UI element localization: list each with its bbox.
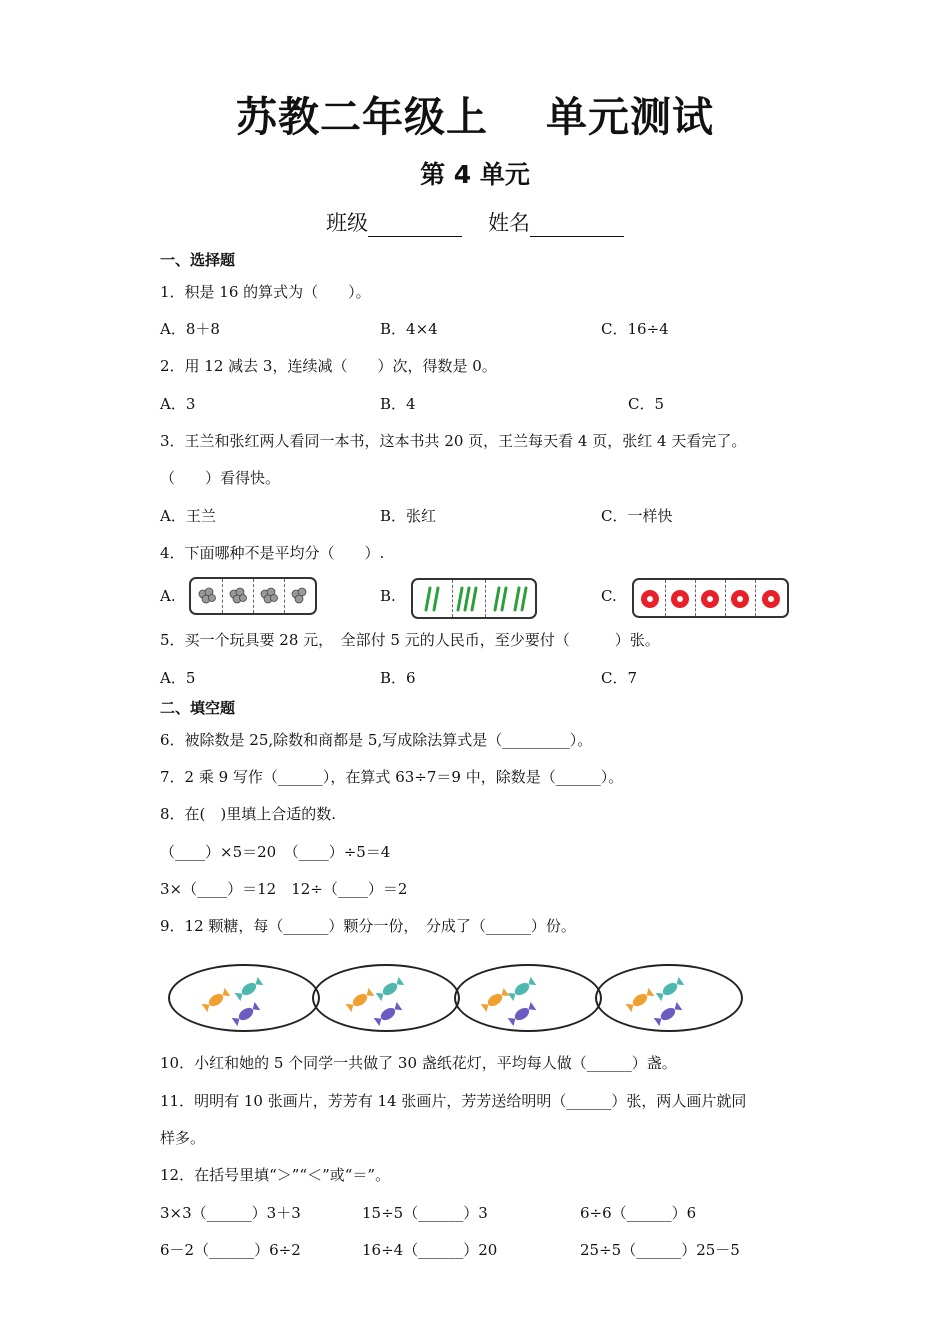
q3-option-c[interactable]: C．一样快 bbox=[601, 507, 673, 525]
question-8-line1: （____）×5＝20 （____）÷5＝4 bbox=[160, 843, 391, 861]
question-10: 10．小红和她的 5 个同学一共做了 30 盏纸花灯，平均每人做（______）盏。 bbox=[160, 1054, 677, 1072]
q5-option-b[interactable]: B．6 bbox=[380, 669, 416, 687]
q3-option-b[interactable]: B．张红 bbox=[380, 507, 437, 525]
q3-option-a[interactable]: A．王兰 bbox=[160, 507, 216, 525]
q2-option-b[interactable]: B．4 bbox=[380, 395, 416, 413]
q12-item: 15÷5（______）3 bbox=[362, 1204, 488, 1222]
unit-subtitle: 第 4 单元 bbox=[420, 160, 530, 189]
question-12: 12．在括号里填“＞”“＜”或“＝”。 bbox=[160, 1166, 391, 1184]
q12-item: 3×3（______）3＋3 bbox=[160, 1204, 301, 1222]
question-3-line2: （ ）看得快。 bbox=[160, 469, 281, 487]
q5-option-a[interactable]: A．5 bbox=[160, 669, 196, 687]
question-3: 3．王兰和张红两人看同一本书，这本书共 20 页，王兰每天看 4 页，张红 4 天看完了。 bbox=[160, 432, 747, 450]
q12-item: 16÷4（______）20 bbox=[362, 1241, 498, 1259]
candy-group bbox=[346, 977, 405, 1026]
question-6: 6．被除数是 25,除数和商都是 5,写成除法算式是（_________）。 bbox=[160, 731, 593, 749]
q12-item: 6－2（______）6÷2 bbox=[160, 1241, 301, 1259]
candy-group bbox=[202, 977, 264, 1026]
q1-option-c[interactable]: C．16÷4 bbox=[601, 320, 669, 338]
section-choice-title: 一、选择题 bbox=[160, 251, 236, 269]
q4-option-b[interactable]: B. bbox=[380, 587, 396, 605]
question-11: 11．明明有 10 张画片，芳芳有 14 张画片，芳芳送给明明（______）张，两人画片就同 bbox=[160, 1092, 747, 1110]
q12-item: 6÷6（______）6 bbox=[580, 1204, 697, 1222]
q2-option-c[interactable]: C．5 bbox=[628, 395, 665, 413]
question-1: 1．积是 16 的算式为（ ）。 bbox=[160, 283, 371, 301]
q1-option-a[interactable]: A．8＋8 bbox=[160, 320, 220, 338]
title-left: 苏教二年级上 bbox=[236, 93, 488, 141]
q2-option-a[interactable]: A．3 bbox=[160, 395, 196, 413]
question-2: 2．用 12 减去 3，连续减（ ）次，得数是 0。 bbox=[160, 357, 497, 375]
candy-group bbox=[626, 977, 685, 1026]
q4-option-c[interactable]: C. bbox=[601, 587, 617, 605]
question-11-line2: 样多。 bbox=[160, 1129, 206, 1147]
class-label: 班级 bbox=[326, 211, 368, 235]
q12-item: 25÷5（______）25－5 bbox=[580, 1241, 740, 1259]
q1-option-b[interactable]: B．4×4 bbox=[380, 320, 438, 338]
section-fill-title: 二、填空题 bbox=[160, 699, 236, 717]
question-4: 4．下面哪种不是平均分（ ）. bbox=[160, 544, 385, 562]
title-right: 单元测试 bbox=[546, 93, 714, 141]
q4-option-a[interactable]: A. bbox=[160, 587, 176, 605]
question-9: 9．12 颗糖，每（______）颗分一份， 分成了（______）份。 bbox=[160, 917, 576, 935]
q5-option-c[interactable]: C．7 bbox=[601, 669, 638, 687]
question-8: 8．在( )里填上合适的数. bbox=[160, 805, 337, 823]
question-7: 7．2 乘 9 写作（______），在算式 63÷7＝9 中，除数是（______）。 bbox=[160, 768, 624, 786]
question-5: 5．买一个玩具要 28 元， 全部付 5 元的人民币，至少要付（ ）张。 bbox=[160, 631, 660, 649]
question-8-line2: 3×（____）＝12 12÷（____）＝2 bbox=[160, 880, 408, 898]
name-label: 姓名 bbox=[488, 211, 530, 235]
candy-group bbox=[481, 977, 537, 1026]
